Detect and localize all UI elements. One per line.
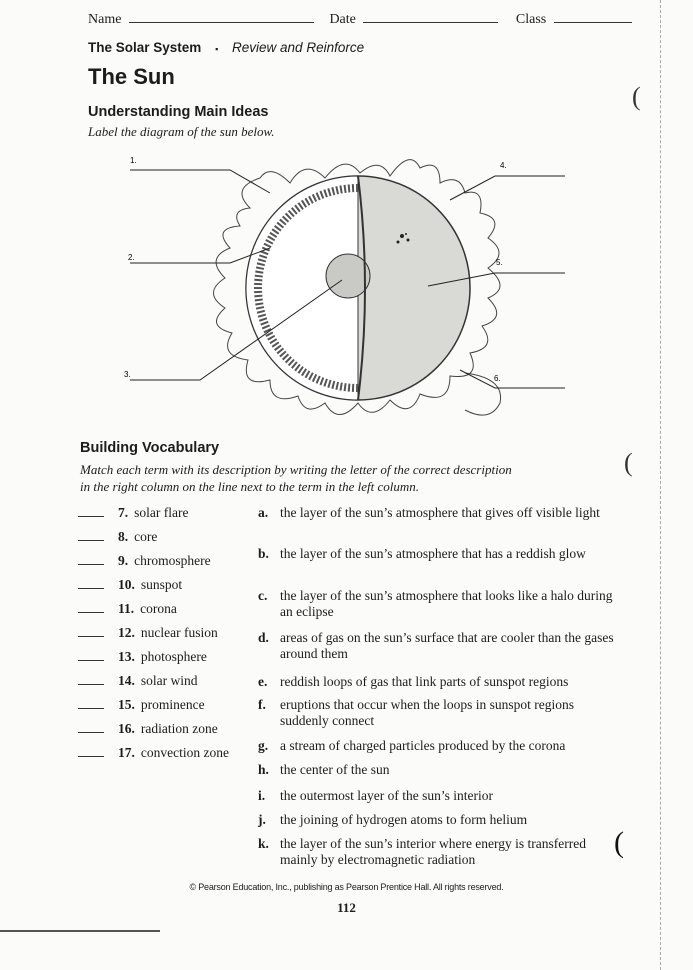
header-row — [88, 10, 632, 28]
description-row — [258, 812, 618, 828]
term-row — [78, 721, 248, 737]
description-letter: j. — [258, 812, 266, 827]
term-row — [78, 529, 248, 545]
description-text: a stream of charged particles produced by the corona — [280, 738, 566, 753]
section-title: Review and Reinforce — [232, 40, 365, 55]
term-row — [78, 601, 248, 617]
answer-blank[interactable] — [78, 698, 104, 709]
answer-blank[interactable] — [78, 722, 104, 733]
term-text: core — [134, 529, 158, 544]
name-field[interactable] — [129, 10, 314, 23]
term-text: solar flare — [134, 505, 189, 520]
answer-blank[interactable] — [78, 602, 104, 613]
term-row — [78, 553, 248, 569]
term-row — [78, 577, 248, 593]
description-letter: d. — [258, 630, 269, 645]
description-text: reddish loops of gas that link parts of sunspot regions — [280, 674, 569, 689]
description-letter: f. — [258, 697, 266, 712]
description-text: the layer of the sun’s atmosphere that looks like a halo during an eclipse — [280, 588, 613, 619]
separator-icon: ▪ — [215, 44, 219, 54]
term-number: 10. — [118, 577, 135, 592]
term-text: chromosphere — [134, 553, 211, 568]
description-row — [258, 546, 618, 562]
margin-mark-icon: ( — [614, 826, 624, 859]
description-text: the joining of hydrogen atoms to form helium — [280, 812, 528, 827]
description-letter: a. — [258, 505, 269, 520]
description-row — [258, 738, 618, 754]
sun-core — [326, 254, 370, 298]
description-row — [258, 588, 618, 620]
margin-mark-icon: ( — [624, 448, 633, 477]
term-text: sunspot — [140, 577, 183, 592]
answer-blank[interactable] — [78, 530, 104, 541]
description-letter: b. — [258, 546, 269, 561]
section-heading-main-ideas: Understanding Main Ideas — [88, 104, 269, 120]
description-letter: i. — [258, 788, 266, 803]
term-row — [78, 697, 248, 713]
answer-blank[interactable] — [78, 506, 104, 517]
chapter-title: The Solar System — [88, 40, 202, 55]
section-instruction-diagram: Label the diagram of the sun below. — [88, 124, 275, 139]
term-number: 13. — [118, 649, 135, 664]
page-edge — [660, 0, 661, 970]
margin-mark-icon: ( — [632, 82, 641, 111]
description-text: eruptions that occur when the loops in sunspot regions suddenly connect — [280, 697, 574, 728]
instruction-line-2: in the right column on the line next to the term in the left column. — [80, 479, 420, 494]
description-letter: e. — [258, 674, 268, 689]
diagram-label-3: 3. — [124, 370, 131, 379]
answer-blank[interactable] — [78, 554, 104, 565]
description-text: the center of the sun — [280, 762, 390, 777]
term-row — [78, 625, 248, 641]
term-text: photosphere — [140, 649, 207, 664]
diagram-label-6: 6. — [494, 374, 501, 383]
term-text: radiation zone — [140, 721, 218, 736]
sun-diagram — [110, 148, 590, 428]
diagram-label-5: 5. — [496, 258, 503, 267]
term-number: 7. — [118, 505, 129, 520]
class-field[interactable] — [554, 10, 632, 23]
term-row — [78, 673, 248, 689]
term-row — [78, 745, 248, 761]
copyright-notice: © Pearson Education, Inc., publishing as Pearson Prentice Hall. All rights reserved. — [189, 882, 504, 892]
instruction-line-1: Match each term with its description by writing the letter of the correct description — [80, 462, 512, 477]
term-text: nuclear fusion — [140, 625, 218, 640]
description-letter: k. — [258, 836, 269, 851]
description-row — [258, 674, 618, 690]
date-label: Date — [329, 12, 356, 27]
term-text: solar wind — [140, 673, 198, 688]
term-row — [78, 505, 248, 521]
answer-blank[interactable] — [78, 746, 104, 757]
description-row — [258, 762, 618, 778]
section-heading-vocabulary: Building Vocabulary — [80, 440, 220, 456]
term-text: prominence — [140, 697, 205, 712]
description-letter: g. — [258, 738, 269, 753]
description-row — [258, 836, 618, 868]
chapter-subheader — [88, 40, 364, 55]
term-row — [78, 649, 248, 665]
description-row — [258, 697, 618, 729]
term-number: 9. — [118, 553, 129, 568]
term-number: 14. — [118, 673, 135, 688]
answer-blank[interactable] — [78, 674, 104, 685]
term-number: 12. — [118, 625, 135, 640]
description-row — [258, 505, 618, 521]
term-text: convection zone — [140, 745, 229, 760]
date-field[interactable] — [363, 10, 498, 23]
term-number: 15. — [118, 697, 135, 712]
description-text: the layer of the sun’s interior where energy is transferred mainly by electromagnetic radiation — [280, 836, 587, 867]
description-text: the outermost layer of the sun’s interior — [280, 788, 493, 803]
term-text: corona — [140, 601, 177, 616]
term-number: 11. — [118, 601, 135, 616]
answer-blank[interactable] — [78, 578, 104, 589]
description-text: the layer of the sun’s atmosphere that gives off visible light — [280, 505, 600, 520]
description-text: areas of gas on the sun’s surface that are cooler than the gases around them — [280, 630, 614, 661]
description-letter: h. — [258, 762, 269, 777]
term-number: 17. — [118, 745, 135, 760]
term-number: 16. — [118, 721, 135, 736]
description-row — [258, 630, 618, 662]
name-label: Name — [88, 12, 122, 27]
diagram-label-4: 4. — [500, 161, 507, 170]
page-number: 112 — [337, 900, 356, 915]
answer-blank[interactable] — [78, 626, 104, 637]
class-label: Class — [515, 12, 547, 27]
term-number: 8. — [118, 529, 129, 544]
description-row — [258, 788, 618, 804]
description-text: the layer of the sun’s atmosphere that has a reddish glow — [280, 546, 586, 561]
description-letter: c. — [258, 588, 268, 603]
diagram-label-2: 2. — [128, 253, 135, 262]
page-title: The Sun — [88, 64, 175, 89]
answer-blank[interactable] — [78, 650, 104, 661]
bottom-scan-line — [0, 930, 160, 932]
diagram-label-1: 1. — [130, 156, 137, 165]
